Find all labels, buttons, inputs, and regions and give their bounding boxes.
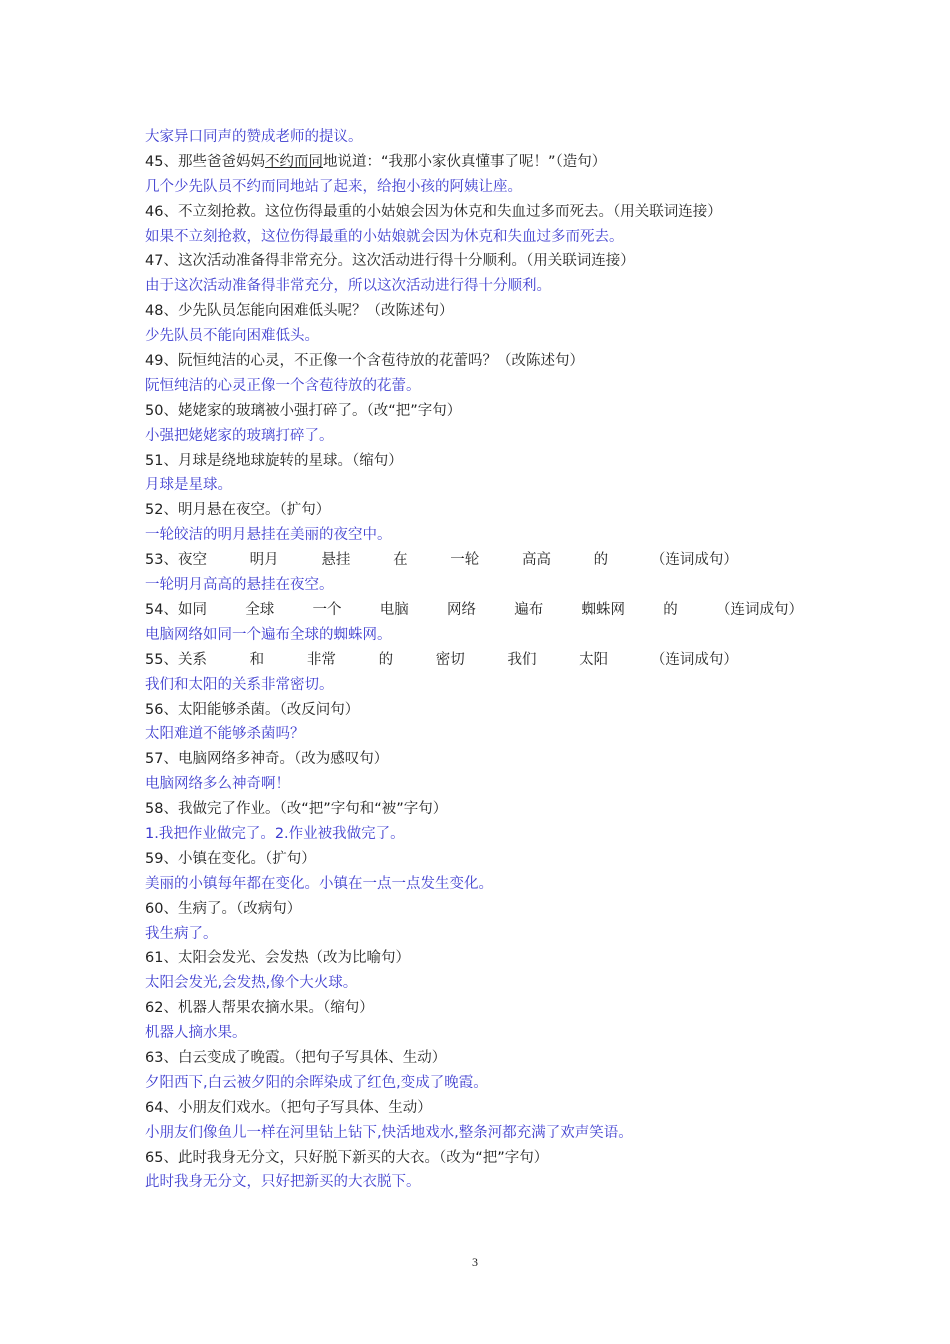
question-line: 45、那些爸爸妈妈不约而同地说道：“我那小家伙真懂事了呢！”（造句）	[145, 153, 607, 170]
word-token: （连词成句）	[650, 552, 738, 569]
word-token: 和	[249, 651, 265, 668]
answer-line: 美丽的小镇每年都在变化。小镇在一点一点发生变化。	[145, 875, 493, 892]
answer-line: 此时我身无分文，只好把新买的大衣脱下。	[145, 1174, 421, 1191]
question-number: 45	[145, 153, 164, 170]
underlined-phrase: 不约而同	[264, 153, 323, 170]
word-group	[178, 598, 803, 623]
word-token: （连词成句）	[715, 601, 803, 618]
answer-line: 小朋友们像鱼儿一样在河里钻上钻下,快活地戏水,整条河都充满了欢声笑语。	[145, 1124, 633, 1141]
word-token: 夜空	[177, 552, 207, 569]
word-token: 在	[393, 552, 408, 569]
answer-line: 夕阳西下,白云被夕阳的余晖染成了红色,变成了晚霞。	[145, 1074, 488, 1091]
word-token: 的	[378, 651, 394, 668]
word-token: 非常	[306, 651, 336, 668]
question-line: 46、不立刻抢救。这位伤得最重的小姑娘会因为休克和失血过多而死去。（用关联词连接）	[145, 203, 722, 220]
word-token: （连词成句）	[650, 651, 738, 668]
word-token: 太阳	[579, 651, 609, 668]
word-group	[178, 548, 738, 573]
word-token: 的	[663, 601, 678, 618]
question-line: 50、姥姥家的玻璃被小强打碎了。（改“把”字句）	[145, 402, 462, 419]
word-token: 一轮	[450, 552, 480, 569]
question-line: 47、这次活动准备得非常充分。这次活动进行得十分顺利。（用关联词连接）	[145, 253, 635, 270]
question-line: 64、小朋友们戏水。（把句子写具体、生动）	[145, 1099, 432, 1116]
word-token: 蜘蛛网	[581, 601, 625, 618]
word-token: 网络	[446, 601, 476, 618]
answer-line: 我生病了。	[145, 925, 218, 942]
answer-line: 由于这次活动准备得非常充分，所以这次活动进行得十分顺利。	[145, 278, 551, 295]
answer-line: 阮恒纯洁的心灵正像一个含苞待放的花蕾。	[145, 377, 421, 394]
question-line: 65、此时我身无分文，只好脱下新买的大衣。（改为“把”字句）	[145, 1149, 549, 1166]
word-token: 电脑	[379, 601, 409, 618]
word-token: 如同	[177, 601, 207, 618]
answer-line: 电脑网络如同一个遍布全球的蜘蛛网。	[145, 626, 392, 643]
page-number: 3	[472, 1255, 478, 1269]
question-text-after: 地说道：“我那小家伙真懂事了呢！”（造句）	[322, 153, 607, 170]
answer-line: 少先队员不能向困难低头。	[145, 328, 319, 345]
word-token: 密切	[435, 651, 465, 668]
question-line: 55、 关系 和 非常 的 密切 我们 太阳 （连词成句）	[145, 648, 825, 673]
answer-line: 电脑网络多么神奇啊！	[145, 776, 290, 793]
answer-line: 如果不立刻抢救，这位伤得最重的小姑娘就会因为休克和失血过多而死去。	[145, 228, 624, 245]
question-line: 61、太阳会发光、会发热（改为比喻句）	[145, 950, 410, 967]
question-line: 57、电脑网络多神奇。（改为感叹句）	[145, 751, 389, 768]
answer-line: 月球是星球。	[145, 477, 232, 494]
word-group	[178, 648, 738, 673]
answer-line: 一轮皎洁的明月悬挂在美丽的夜空中。	[145, 527, 392, 544]
question-text-before: 那些爸爸妈妈	[177, 153, 265, 170]
answer-line: 机器人摘水果。	[145, 1025, 247, 1042]
word-token: 高高	[521, 552, 551, 569]
question-number: 55	[145, 651, 164, 668]
word-token: 我们	[507, 651, 537, 668]
word-token: 全球	[245, 601, 275, 618]
answer-line: 1.我把作业做完了。2.作业被我做完了。	[145, 825, 405, 842]
question-number: 53	[145, 552, 164, 569]
question-number: 54	[145, 601, 164, 618]
answer-line: 大家异口同声的赞成老师的提议。	[145, 129, 363, 145]
answer-line: 太阳会发光,会发热,像个大火球。	[145, 975, 358, 992]
word-token: 一个	[312, 601, 342, 618]
answer-line: 太阳难道不能够杀菌吗？	[145, 726, 305, 743]
answer-line: 几个少先队员不约而同地站了起来，给抱小孩的阿姨让座。	[145, 178, 522, 195]
answer-line: 一轮明月高高的悬挂在夜空。	[145, 577, 334, 594]
question-line: 63、白云变成了晚霞。（把句子写具体、生动）	[145, 1049, 447, 1066]
word-token: 的	[593, 552, 609, 569]
question-line: 54、 如同 全球 一个 电脑 网络 遍布 蜘蛛网 的 （连词成句）	[145, 598, 825, 623]
answer-line: 小强把姥姥家的玻璃打碎了。	[145, 427, 334, 444]
word-token: 遍布	[514, 601, 544, 618]
question-line: 48、少先队员怎能向困难低头呢？（改陈述句）	[145, 303, 454, 320]
question-line: 59、小镇在变化。（扩句）	[145, 850, 316, 867]
question-line: 60、生病了。（改病句）	[145, 900, 302, 917]
word-token: 明月	[249, 552, 279, 569]
word-token: 关系	[177, 651, 207, 668]
question-line: 49、阮恒纯洁的心灵，不正像一个含苞待放的花蕾吗？（改陈述句）	[145, 353, 584, 370]
answer-line: 我们和太阳的关系非常密切。	[145, 676, 334, 693]
exercise-list	[145, 125, 825, 1195]
question-line: 56、太阳能够杀菌。（改反问句）	[145, 701, 360, 718]
question-line: 62、机器人帮果农摘水果。（缩句）	[145, 1000, 374, 1017]
question-line: 58、我做完了作业。（改“把”字句和“被”字句）	[145, 801, 448, 818]
question-line: 52、明月悬在夜空。（扩句）	[145, 502, 331, 519]
question-line: 51、月球是绕地球旋转的星球。（缩句）	[145, 452, 403, 469]
word-token: 悬挂	[321, 552, 351, 569]
question-line: 53、 夜空 明月 悬挂 在 一轮 高高 的 （连词成句）	[145, 548, 825, 573]
